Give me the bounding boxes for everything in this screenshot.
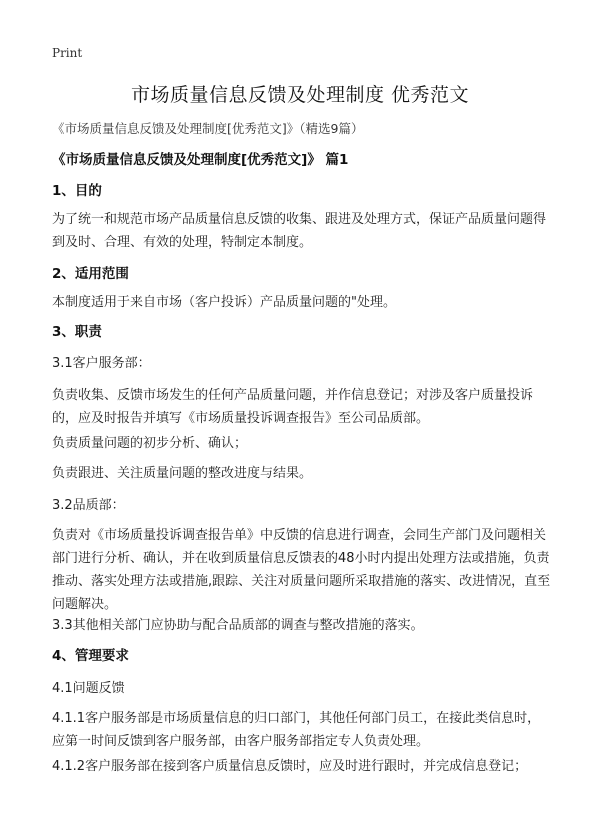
section-3-heading: 3、职责: [52, 324, 102, 340]
section-3-2-paragraph-1: 负责对《市场质量投诉调查报告单》中反馈的信息进行调查，会同生产部门及问题相关部门进行分析、确认，并在收到质量信息反馈表的48小时内提出处理方法或措施，负责推动、落实处理方法或措施,跟踪、关注对质量问题所采取措施的落实、改进情况，直至问题解决。: [52, 528, 551, 612]
section-3-1-paragraph-2: 负责质量问题的初步分析、确认；: [52, 436, 248, 451]
section-1-text: 为了统一和规范市场产品质量信息反馈的收集、跟进及处理方式，保证产品质量问题得到及时、合理、有效的处理，特制定本制度。: [52, 212, 547, 250]
print-label: Print: [52, 46, 83, 60]
section-3-1-heading: 3.1客户服务部：: [52, 356, 151, 371]
section-4-1-2-item: 4.1.2客户服务部在接到客户质量信息反馈时，应及时进行跟时，并完成信息登记；: [52, 759, 528, 774]
section-3-3-text: 3.3其他相关部门应协助与配合品质部的调查与整改措施的落实。: [52, 618, 424, 633]
section-4-1-heading: 4.1问题反馈: [52, 681, 125, 696]
document-title: 市场质量信息反馈及处理制度 优秀范文: [130, 84, 470, 106]
section-2-text: 本制度适用于来自市场（客户投诉）产品质量问题的"处理。: [52, 295, 396, 310]
section-3-1-paragraph-3: 负责跟进、关注质量问题的整改进度与结果。: [52, 466, 313, 481]
section-4-heading: 4、管理要求: [52, 648, 129, 664]
section-1-heading: 1、目的: [52, 183, 102, 199]
document-subtitle: 《市场质量信息反馈及处理制度[优秀范文]》（精选9篇）: [52, 121, 364, 136]
section-4-1-1-item: 4.1.1客户服务部是市场质量信息的归口部门，其他任何部门员工，在接此类信息时，应第一时间反馈到客户服务部，由客户服务部指定专人负责处理。: [52, 711, 541, 749]
section-3-1-paragraph-1: 负责收集、反馈市场发生的任何产品质量问题，并作信息登记；对涉及客户质量投诉的，应及时报告并填写《市场质量投诉调查报告》至公司品质部。: [52, 388, 534, 426]
article-heading: 《市场质量信息反馈及处理制度[优秀范文]》 篇1: [52, 152, 349, 168]
section-3-2-heading: 3.2品质部：: [52, 498, 125, 513]
section-2-heading: 2、适用范围: [52, 266, 129, 282]
